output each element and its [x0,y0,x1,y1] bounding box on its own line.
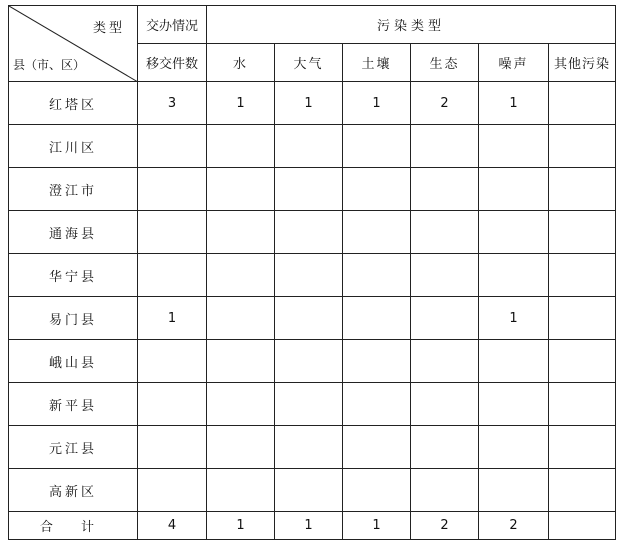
total-value: 2 [479,512,549,540]
pollution-count-cell [207,297,275,340]
handover-count-cell [138,340,207,383]
handover-count-header: 移交件数 [138,44,207,82]
county-name: 高新区 [9,469,138,512]
pollution-count-cell [207,254,275,297]
total-value [549,512,616,540]
pollution-count-cell [275,469,343,512]
county-name: 易门县 [9,297,138,340]
pollution-count-cell: 1 [479,82,549,125]
table-row [9,340,616,383]
handover-count-cell [138,125,207,168]
corner-header-cell [9,6,138,82]
pollution-group-header: 污染类型 [207,6,616,44]
pollution-count-cell [343,426,411,469]
pollution-count-cell [549,469,616,512]
pollution-count-cell [275,340,343,383]
table-row [9,426,616,469]
pollution-count-cell [275,383,343,426]
pollution-count-cell [207,469,275,512]
pollution-count-cell [275,254,343,297]
pollution-count-cell [549,426,616,469]
pollution-count-cell [207,426,275,469]
pollution-count-cell [549,211,616,254]
table-row [9,469,616,512]
total-row [9,512,616,540]
pollution-count-cell [411,168,479,211]
handover-count-cell [138,254,207,297]
pollution-count-cell [343,469,411,512]
handover-count-cell [138,426,207,469]
pollution-count-cell [275,125,343,168]
pollution-count-cell [411,125,479,168]
corner-header-county-label: 县（市、区） [13,58,86,72]
handover-group-header: 交办情况 [138,6,207,44]
pollution-handover-table [8,5,616,540]
total-value: 1 [275,512,343,540]
county-name: 元江县 [9,426,138,469]
county-name: 通海县 [9,211,138,254]
total-value: 2 [411,512,479,540]
county-name: 新平县 [9,383,138,426]
pollution-count-cell [207,383,275,426]
handover-count-cell [138,168,207,211]
total-label: 合 计 [9,512,138,540]
pollution-count-cell [549,297,616,340]
pollution-count-cell [549,168,616,211]
table-row [9,211,616,254]
pollution-count-cell [207,340,275,383]
table-row [9,383,616,426]
pollution-count-cell [479,254,549,297]
pollution-count-cell [411,426,479,469]
pollution-count-cell [549,383,616,426]
table-row [9,82,616,125]
pollution-count-cell [343,297,411,340]
pollution-count-cell [207,125,275,168]
pollution-count-cell [549,254,616,297]
pollution-count-cell: 2 [411,82,479,125]
county-name: 澄江市 [9,168,138,211]
pollution-count-cell [549,82,616,125]
table-row [9,297,616,340]
header-row-1 [9,6,616,44]
pollution-count-cell [411,469,479,512]
pollution-count-cell: 1 [343,82,411,125]
county-name: 红塔区 [9,82,138,125]
table-row [9,125,616,168]
pollution-count-cell [549,340,616,383]
pollution-count-cell [411,254,479,297]
table-row [9,254,616,297]
pollution-type-header-air: 大气 [275,44,343,82]
handover-count-cell: 1 [138,297,207,340]
pollution-count-cell [343,383,411,426]
pollution-count-cell [479,383,549,426]
pollution-count-cell [207,211,275,254]
handover-count-cell [138,383,207,426]
pollution-count-cell [343,125,411,168]
pollution-count-cell [479,469,549,512]
total-handover-value: 4 [138,512,207,540]
pollution-type-header-ecology: 生态 [411,44,479,82]
corner-header-type-label: 类型 [92,21,125,36]
pollution-count-cell [479,426,549,469]
pollution-count-cell [411,211,479,254]
pollution-count-cell [207,168,275,211]
total-value: 1 [207,512,275,540]
total-value: 1 [343,512,411,540]
pollution-count-cell [343,340,411,383]
pollution-count-cell [479,125,549,168]
county-name: 峨山县 [9,340,138,383]
county-name: 华宁县 [9,254,138,297]
handover-count-cell [138,469,207,512]
table-row [9,168,616,211]
pollution-type-header-water: 水 [207,44,275,82]
pollution-count-cell: 1 [479,297,549,340]
pollution-count-cell [479,211,549,254]
pollution-count-cell [343,254,411,297]
pollution-count-cell [411,340,479,383]
pollution-count-cell [275,211,343,254]
pollution-count-cell [549,125,616,168]
pollution-count-cell [275,168,343,211]
pollution-count-cell [411,297,479,340]
county-name: 江川区 [9,125,138,168]
pollution-count-cell [479,340,549,383]
pollution-type-header-other: 其他污染 [549,44,616,82]
pollution-count-cell [343,168,411,211]
pollution-count-cell [479,168,549,211]
pollution-type-header-soil: 土壤 [343,44,411,82]
handover-count-cell [138,211,207,254]
pollution-count-cell [275,297,343,340]
pollution-count-cell: 1 [207,82,275,125]
pollution-count-cell: 1 [275,82,343,125]
pollution-count-cell [411,383,479,426]
pollution-type-header-noise: 噪声 [479,44,549,82]
pollution-count-cell [275,426,343,469]
handover-count-cell: 3 [138,82,207,125]
pollution-count-cell [343,211,411,254]
